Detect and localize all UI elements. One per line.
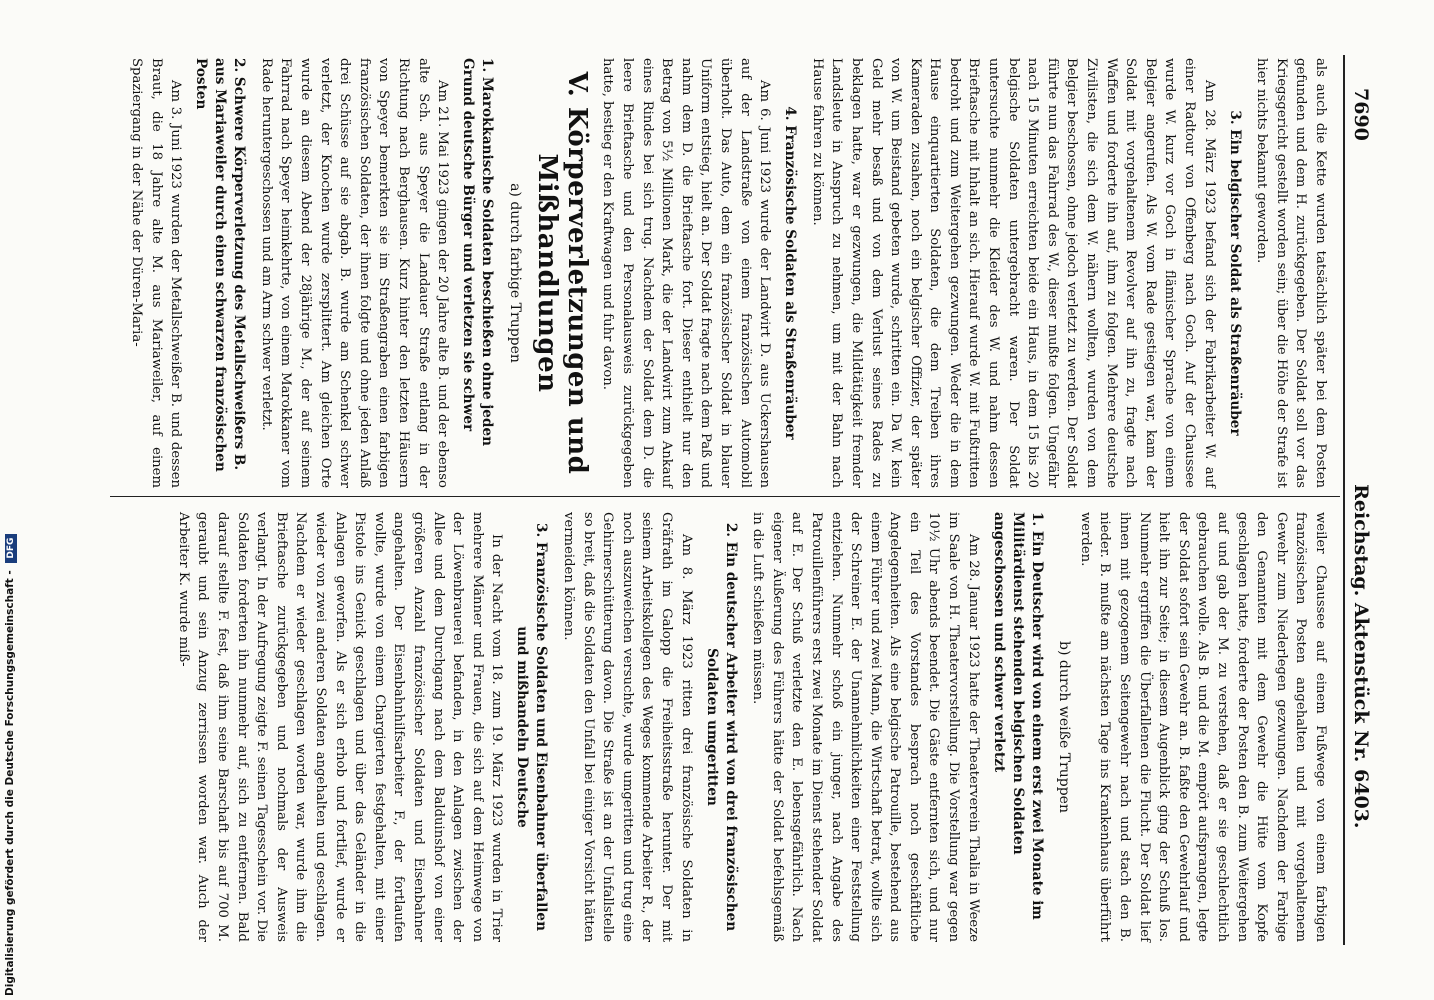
chapter-subheading-b: b) durch weiße Truppen <box>1056 641 1073 813</box>
subsection-a2-heading: 2. Schwere Körperverletzung des Metallschweißers B. aus Mariaweiler durch einen schwarzen französischen Posten <box>193 58 248 472</box>
column-divider <box>110 496 1340 497</box>
chapter-subheading-a: a) durch farbige Truppen <box>506 183 523 363</box>
section-4-text: Am 6. Juni 1923 wurde der Landwirt D. aus Uckershausen auf der Landstraße von einem französischen Automobil überholt. Das Auto, dem ein französischer Soldat in blauer Uniform entstieg, hielt an. Der Soldat fragte nach dem Paß und nahm dem D. die Brieftasche fort. Dieser enthielt nur den Betrag von 5½ Millionen Mark, die der Landwirt zum Ankauf eines Rindes bei sich trug. Nachdem der Soldat dem D. die leere Brieftasche und den Personalausweis zurückgegeben hatte, bestieg er den Kraftwagen und fuhr davon. <box>600 58 773 488</box>
dfg-logo: DFG <box>5 534 17 563</box>
section-3-text: Am 28. März 1923 befand sich der Fabrikarbeiter W. auf einer Radtour von Offenberg nach Goch. Auf der Chaussee wurde W. kurz vor Goch in flämischer Sprache von einem Belgier angerufen. Als W. vom Rade gestiegen war, kam der Soldat mit vorgehaltenem Revolver auf ihn zu, fragte nach Waffen und forderte ihn auf, ihm zu folgen. Mehrere deutsche Zivilisten, die sich dem W. nähern wollten, wurden von dem Belgier beschossen, ohne jedoch verletzt zu werden. Der Soldat führte nun das Fahrrad des W., dieser mußte folgen. Ungefähr nach 15 Minuten erreichten beide ein Haus, in dem 15 bis 20 belgische Soldaten untergebracht waren. Der Soldat untersuchte nunmehr die Kleider des W. und nahm dessen Brieftasche mit Inhalt an sich. Hierauf wurde W. mit Fußtritten bedroht und zum Weitergehen gezwungen. Weder die in dem Hause einquartierten Soldaten, die dem Treiben ihres Kameraden zusahen, noch ein belgischer Offizier, der später von W. um Beistand gebeten wurde, schritten ein. Da W. kein Geld mehr besaß und von dem Verlust seines Rades zu beklagen hatte, war er gezwungen, die Mildtätigkeit fremder Landsleute in Anspruch zu nehmen, um mit der Bahn nach Hause fahren zu können. <box>809 58 1217 488</box>
footer-text: Digitalisierung gefördert durch die Deutsche Forschungsgemeinschaft - <box>4 570 16 996</box>
left-column <box>115 58 1330 488</box>
subsection-b3-text: In der Nacht vom 18. zum 19. März 1923 wurden in Trier mehrere Männer und Frauen, die sich auf dem Heimwege von der Löwenbrauerei befanden, in den Anlagen zwischen der Allee und dem Durchgang nach dem Balduinshof von einer größeren Anzahl französischer Soldaten und Eisenbahner angehalten. Der Eisenbahnhilfsarbeiter F., der fortlaufen wollte, wurde von einem Chargierten festgehalten, mit einer Pistole ins Genick geschlagen und über das Geländer in die Anlagen geworfen. Als er sich erhob und fortlief, wurde er wieder von zwei anderen Soldaten angehalten und geschlagen. Nachdem er wieder geschlagen worden war, wurde ihm die Brieftasche zurückgegeben und nochmals der Ausweis verlangt. In der Aufregung zeigte F. seinen Tagesschein vor. Die Soldaten forderten ihn nunmehr auf, sich zu entfernen. Bald darauf stellte F. fest, daß ihm seine Barschaft bis auf 700 M. geraubt und sein Anzug zerrissen worden war. Auch der Arbeiter K. wurde miß- <box>175 512 505 942</box>
subsection-b3-heading: 3. Französische Soldaten und Eisenbahner überfallen und mißhandeln Deutsche <box>514 523 550 931</box>
left-intro: als auch die Kette wurden tatsächlich später bei dem Posten gefunden und dem H. zurückgegeben. Der Soldat soll vor das Kriegsgericht gestellt worden sein; über die Höhe der Strafe ist hier nichts bekannt geworden. <box>1254 58 1328 488</box>
subsection-b1-text: Am 28. Januar 1923 hatte der Theaterverein Thalia in Weeze im Saale von H. Theatervorstellung. Die Vorstellung war gegen 10½ Uhr abends beendet. Die Gäste entfernten sich, und nur ein Teil des Vorstandes besprach noch geschäftliche Angelegenheiten. Als eine belgische Patrouille, bestehend aus einem Führer und zwei Mann, die Wirtschaft betrat, wollte sich der Schreiner E. der Unannehmlichkeiten einer Feststellung entziehen. Nunmehr schoß ein junger, nach Angabe des Patrouillenführers erst zwei Monate im Dienst stehender Soldat auf E. Der Schuß verletzte den E. lebensgefährlich. Nach eigener Äußerung des Führers hätte der Soldat befehlsgemäß in die Luft schießen müssen. <box>750 512 981 942</box>
right-intro: weiler Chaussee auf einem Fußwege von einem farbigen französischen Posten angehalten und mit vorgehaltenem Gewehr zum Niederlegen gezwungen. Nachdem der Farbige den Genannten mit dem Gewehr die Hüte vom Kopfe geschlagen hatte, forderte der Posten den B. zum Weitergehen auf und gab der M. zu verstehen, daß er sie geschlechtlich gebrauchen wolle. Als B. und die M. empört aufsprangen, legte der Soldat sofort sein Gewehr an. B. faßte den Gewehrlauf und hielt ihn zur Seite; in diesem Augenblick ging der Schuß los. Nunmehr ergriffen die Überfallenen die Flucht. Der Soldat lief ihnen mit gezogenem Seitengewehr nach und stach den B. nieder. B. mußte am nächsten Tage ins Krankenhaus überführt werden. <box>1077 512 1328 942</box>
page-header <box>1350 88 1372 829</box>
page-number: 7690 <box>1350 88 1372 141</box>
subsection-a1-heading: 1. Marokkanische Soldaten beschießen ohne jeden Grund deutsche Bürger und verletzen sie schwer <box>460 58 496 446</box>
header-title: Reichstag. Aktenstück Nr. 6403. <box>1350 484 1372 829</box>
right-column <box>115 512 1330 942</box>
subsection-a2-text: Am 3. Juni 1923 wurden der Metallschweißer B. und dessen Braut, die 18 Jahre alte M. aus Mariaweiler, auf einem Spaziergang in der Nähe der Düren-Maria- <box>129 58 184 488</box>
subsection-b1-heading: 1. Ein Deutscher wird von einem erst zwei Monate im Militärdienst stehenden belgischen Soldaten angeschossen und schwer verletzt <box>990 512 1045 920</box>
digitization-footer <box>4 534 17 996</box>
section-3-heading: 3. Ein belgischer Soldat als Straßenräuber <box>1226 110 1243 436</box>
chapter-heading: V. Körperverletzungen und Mißhandlungen <box>531 71 592 475</box>
section-4-heading: 4. Französische Soldaten als Straßenräuber <box>782 106 799 440</box>
subsection-b2-text: Am 8. März 1923 ritten drei französische Soldaten in Gräfrath im Galopp die Freiheitsstraße herunter. Der mit seinem Arbeitskollegen des Weges kommende Arbeiter R., der noch auszuweichen versuchte, wurde umgeritten und trug eine Gehirnerschütterung davon. Die Straße ist an der Unfallstelle so breit, daß die Soldaten den Unfall bei einiger Vorsicht hätten vermeiden können. <box>561 512 694 942</box>
header-rule <box>1343 55 1345 945</box>
subsection-a1-text: Am 21. Mai 1923 gingen der 20 Jahre alte B. und der ebenso alte Sch. aus Speyer die Landauer Straße entlang in der Richtung nach Berghausen. Kurz hinter den letzten Häusern von Speyer bemerkten sie im Straßengraben einen farbigen französischen Soldaten, der ihnen folgte und ohne jeden Anlaß drei Schüsse auf sie abgab. B. wurde am Schenkel schwer verletzt, der Knochen wurde zersplittert. Am gleichen Orte wurde an diesem Abend der 28jährige M., der auf seinem Fahrrad nach Speyer heimkehrte, von einem Marokkaner vom Rade heruntergeschossen und am Arm schwer verletzt. <box>258 58 451 488</box>
subsection-b2-heading: 2. Ein deutscher Arbeiter wird von drei französischen Soldaten umgeritten <box>703 522 739 932</box>
